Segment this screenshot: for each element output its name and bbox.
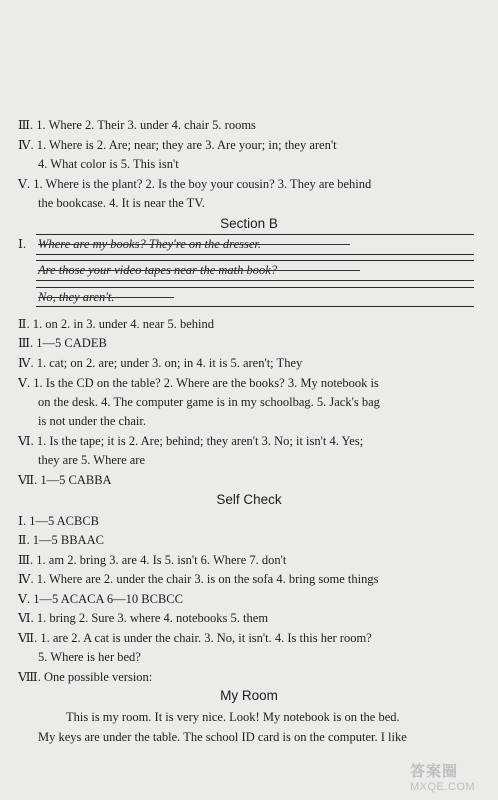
answer-line-s5: Ⅴ. 1—5 ACACA 6—10 BCBCC xyxy=(18,592,183,606)
writing-underline xyxy=(38,270,360,271)
answer-line-b3: Ⅲ. 1—5 CADEB xyxy=(18,336,107,350)
writing-underline xyxy=(38,244,350,245)
section-b-heading: Section B xyxy=(220,216,278,231)
writing-line-1: Where are my books? They're on the dresser. xyxy=(38,237,261,251)
writing-rule xyxy=(36,260,474,261)
answer-line-4b: 4. What color is 5. This isn't xyxy=(38,157,179,171)
essay-heading: My Room xyxy=(220,688,278,703)
writing-label: Ⅰ. xyxy=(18,237,27,251)
essay-line-2: My keys are under the table. The school ID card is on the computer. I like xyxy=(38,730,407,744)
watermark-logo-text: 答案圈 xyxy=(410,763,459,780)
answer-line-b6a: Ⅵ. 1. Is the tape; it is 2. Are; behind; they aren't 3. No; it isn't 4. Yes; xyxy=(18,434,364,448)
watermark-url: MXQE.COM xyxy=(410,781,476,793)
answer-line-3: Ⅲ. 1. Where 2. Their 3. under 4. chair 5. rooms xyxy=(18,118,256,132)
answer-line-b6b: they are 5. Where are xyxy=(38,453,145,467)
writing-rule xyxy=(36,287,474,288)
answer-line-5b: the bookcase. 4. It is near the TV. xyxy=(38,196,205,210)
answer-line-s6: Ⅵ. 1. bring 2. Sure 3. where 4. notebooks 5. them xyxy=(18,611,269,625)
writing-rule xyxy=(36,234,474,235)
answer-line-b5c: is not under the chair. xyxy=(38,414,146,428)
answer-line-s4: Ⅳ. 1. Where are 2. under the chair 3. is on the sofa 4. bring some things xyxy=(18,572,379,586)
answer-line-s7b: 5. Where is her bed? xyxy=(38,650,141,664)
answer-line-s7a: Ⅶ. 1. are 2. A cat is under the chair. 3. No, it isn't. 4. Is this her room? xyxy=(18,631,372,645)
answer-line-b5a: Ⅴ. 1. Is the CD on the table? 2. Where are the books? 3. My notebook is xyxy=(18,376,379,390)
answer-line-s3: Ⅲ. 1. am 2. bring 3. are 4. Is 5. isn't 6. Where 7. don't xyxy=(18,553,287,567)
essay-line-1: This is my room. It is very nice. Look! My notebook is on the bed. xyxy=(66,710,400,724)
writing-rule xyxy=(36,306,474,307)
writing-rule xyxy=(36,254,474,255)
answer-line-4a: Ⅳ. 1. Where is 2. Are; near; they are 3. Are your; in; they aren't xyxy=(18,138,337,152)
self-check-heading: Self Check xyxy=(216,492,282,507)
writing-line-3: No, they aren't. xyxy=(38,290,115,304)
answer-line-b5b: on the desk. 4. The computer game is in my schoolbag. 5. Jack's bag xyxy=(38,395,380,409)
answer-line-b2: Ⅱ. 1. on 2. in 3. under 4. near 5. behind xyxy=(18,317,214,331)
writing-line-2: Are those your video tapes near the math book? xyxy=(38,263,278,277)
answer-line-b4: Ⅳ. 1. cat; on 2. are; under 3. on; in 4. it is 5. aren't; They xyxy=(18,356,303,370)
answer-line-b7: Ⅶ. 1—5 CABBA xyxy=(18,473,112,487)
answer-line-s2: Ⅱ. 1—5 BBAAC xyxy=(18,533,104,547)
writing-rule xyxy=(36,280,474,281)
answer-line-s8: Ⅷ. One possible version: xyxy=(18,670,153,684)
answer-line-5a: Ⅴ. 1. Where is the plant? 2. Is the boy your cousin? 3. They are behind xyxy=(18,177,372,191)
writing-underline xyxy=(38,297,174,298)
answer-line-s1: Ⅰ. 1—5 ACBCB xyxy=(18,514,99,528)
site-watermark xyxy=(410,760,494,796)
